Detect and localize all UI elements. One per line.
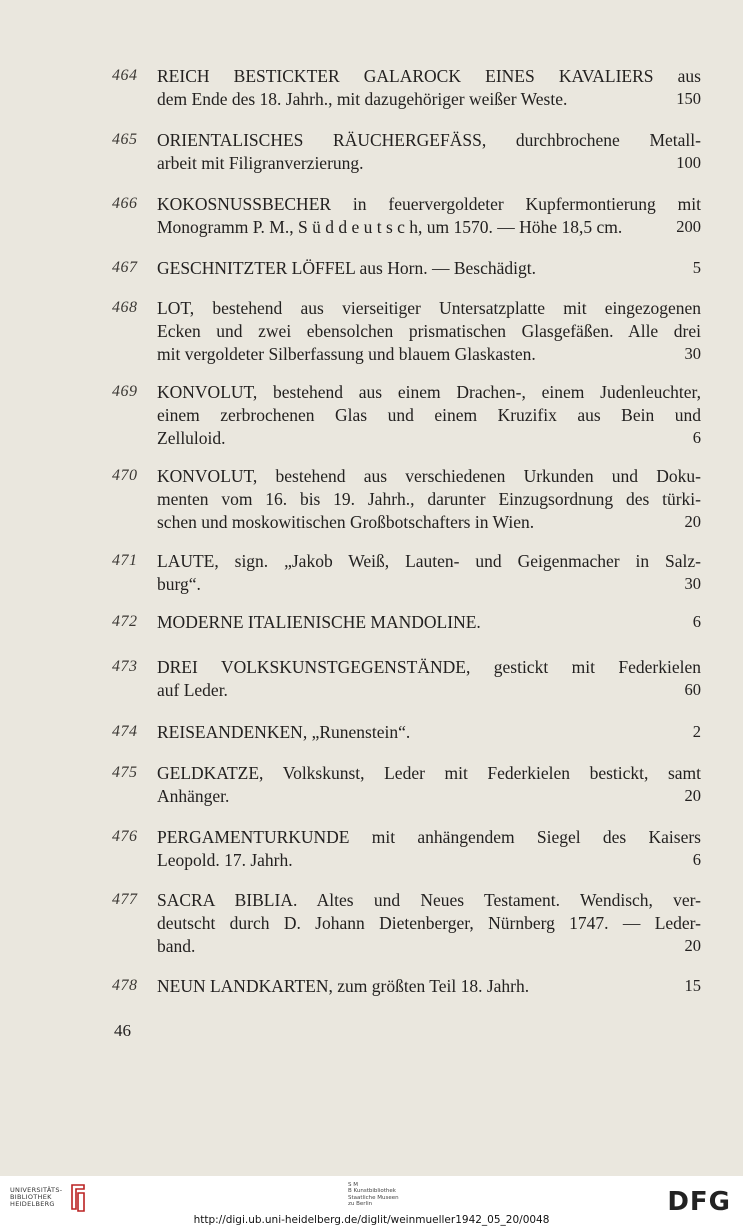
description-line: dem Ende des 18. Jahrh., mit dazugehöriger weißer Weste.	[157, 89, 568, 109]
description-line: burg“.	[157, 574, 201, 594]
stamp-line: S M	[348, 1182, 358, 1188]
description-line: Zelluloid.	[157, 428, 226, 448]
source-url[interactable]: http://digi.ub.uni-heidelberg.de/diglit/weinmueller1942_05_20/0048	[193, 1214, 550, 1226]
lot-price: 30	[684, 344, 701, 363]
lot-description	[157, 129, 701, 175]
description-line: Ecken und zwei ebensolchen prismatischen Glasgefäßen. Alle drei	[157, 321, 701, 341]
lot-description	[157, 975, 701, 998]
lot-description	[157, 826, 701, 872]
description-line: auf Leder.	[157, 680, 228, 700]
lot-number: 466	[112, 195, 138, 212]
lot-price: 20	[684, 786, 701, 805]
description-line: deutscht durch D. Johann Dietenberger, Nürnberg 1747. — Leder-	[157, 913, 701, 933]
description-line: mit vergoldeter Silberfassung und blauem Glaskasten.	[157, 344, 536, 364]
lot-price: 6	[692, 428, 701, 447]
lot-description	[157, 257, 701, 280]
lot-number: 475	[112, 764, 138, 781]
description-line: DREI VOLKSKUNSTGEGENSTÄNDE, gestickt mit Federkielen	[157, 657, 701, 677]
description-line: REISEANDENKEN, „Runenstein“.	[157, 722, 411, 742]
lot-description	[157, 611, 701, 634]
lot-price: 60	[684, 680, 701, 699]
lot-number: 473	[112, 658, 138, 675]
lot-number: 474	[112, 723, 138, 740]
lot-price: 150	[676, 89, 701, 108]
lot-price: 30	[684, 574, 701, 593]
lot-price: 15	[684, 976, 701, 995]
lot-number: 468	[112, 299, 138, 316]
library-logo-line: HEIDELBERG	[10, 1200, 55, 1208]
lot-price: 20	[684, 936, 701, 955]
description-line: schen und moskowitischen Großbotschafters in Wien.	[157, 512, 535, 532]
lot-number: 470	[112, 467, 138, 484]
description-line: einem zerbrochenen Glas und einem Kruzifix aus Bein und	[157, 405, 701, 425]
lot-number: 472	[112, 613, 138, 630]
description-line: Leopold. 17. Jahrh.	[157, 850, 293, 870]
dfg-logo[interactable]: DFG	[667, 1187, 731, 1217]
description-line: SACRA BIBLIA. Altes und Neues Testament. Wendisch, ver-	[157, 890, 701, 910]
lot-description	[157, 721, 701, 744]
description-line: KONVOLUT, bestehend aus einem Drachen-, einem Judenleuchter,	[157, 382, 701, 402]
lot-number: 469	[112, 383, 138, 400]
description-line: arbeit mit Filigranverzierung.	[157, 153, 364, 173]
description-line: MODERNE ITALIENISCHE MANDOLINE.	[157, 612, 481, 632]
stamp-line: zu Berlin	[348, 1200, 373, 1207]
lot-price: 6	[692, 612, 701, 631]
description-line: Anhänger.	[157, 786, 230, 806]
lot-number: 476	[112, 828, 138, 845]
lot-number: 464	[112, 67, 138, 84]
lot-description	[157, 381, 701, 450]
description-line: KONVOLUT, bestehend aus verschiedenen Urkunden und Doku-	[157, 466, 701, 486]
library-logo-line: UNIVERSITÄTS-	[10, 1186, 63, 1194]
description-line: GELDKATZE, Volkskunst, Leder mit Federkielen bestickt, samt	[157, 763, 701, 783]
description-line: ORIENTALISCHES RÄUCHERGEFÄSS, durchbrochene Metall-	[157, 130, 701, 150]
library-mark-icon	[68, 1183, 88, 1213]
lot-number: 477	[112, 891, 138, 908]
lot-description	[157, 550, 701, 596]
museum-stamp	[348, 1182, 399, 1207]
stamp-line: Staatliche Museen	[348, 1194, 399, 1201]
lot-number: 471	[112, 552, 138, 569]
library-logo[interactable]	[10, 1187, 62, 1208]
lot-description	[157, 889, 701, 958]
lot-description	[157, 656, 701, 702]
description-line: menten vom 16. bis 19. Jahrh., darunter Einzugsordnung des türki-	[157, 489, 701, 509]
lot-price: 2	[692, 722, 701, 741]
lot-description	[157, 65, 701, 111]
library-logo-line: BIBLIOTHEK	[10, 1193, 52, 1201]
description-line: Monogramm P. M., S ü d d e u t s c h, um 1570. — Höhe 18,5 cm.	[157, 217, 623, 237]
description-line: GESCHNITZTER LÖFFEL aus Horn. — Beschädigt.	[157, 258, 536, 278]
lot-price: 6	[692, 850, 701, 869]
lot-number: 467	[112, 259, 138, 276]
lot-number: 465	[112, 131, 138, 148]
stamp-line: B Kunstbibliothek	[348, 1188, 396, 1195]
description-line: KOKOSNUSSBECHER in feuervergoldeter Kupfermontierung mit	[157, 194, 701, 214]
description-line: REICH BESTICKTER GALAROCK EINES KAVALIERS aus	[157, 66, 701, 86]
lot-price: 20	[684, 512, 701, 531]
description-line: LAUTE, sign. „Jakob Weiß, Lauten- und Geigenmacher in Salz-	[157, 551, 701, 571]
description-line: NEUN LANDKARTEN, zum größten Teil 18. Jahrh.	[157, 976, 530, 996]
lot-price: 200	[676, 217, 701, 236]
lot-number: 478	[112, 977, 138, 994]
lot-description	[157, 297, 701, 366]
lot-description	[157, 762, 701, 808]
page-number: 46	[114, 1021, 131, 1040]
lot-description	[157, 465, 701, 534]
description-line: band.	[157, 936, 196, 956]
lot-price: 100	[676, 153, 701, 172]
lot-description	[157, 193, 701, 239]
description-line: PERGAMENTURKUNDE mit anhängendem Siegel des Kaisers	[157, 827, 701, 847]
lot-price: 5	[692, 258, 701, 277]
footer-bar	[0, 1176, 743, 1229]
description-line: LOT, bestehend aus vierseitiger Untersatzplatte mit eingezogenen	[157, 298, 701, 318]
